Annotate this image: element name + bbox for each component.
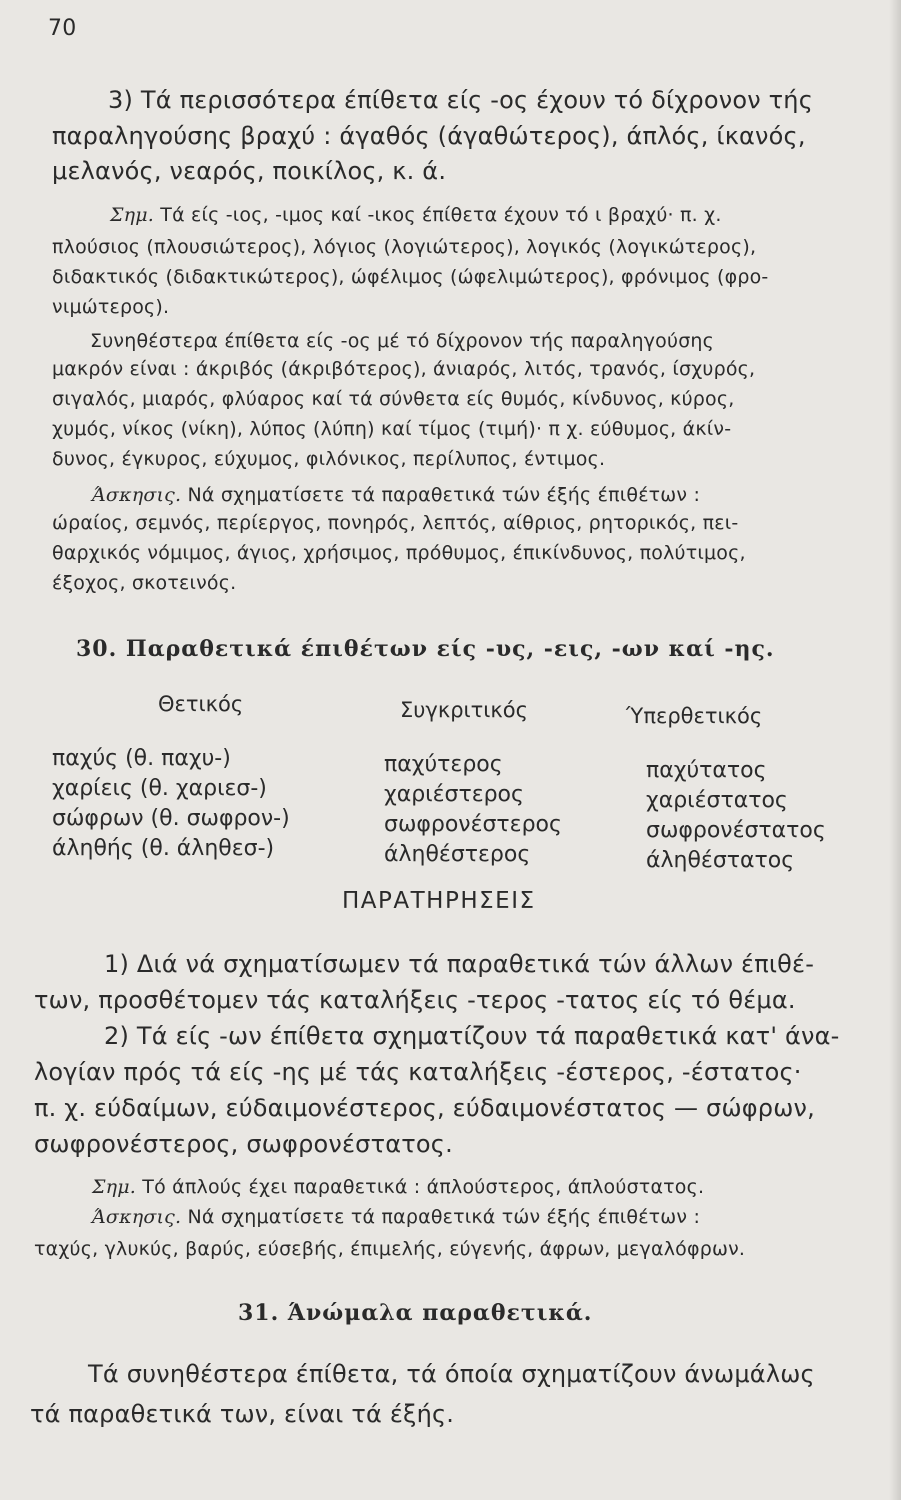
page-number: 70 <box>48 16 77 41</box>
exercise1-text-1: Νά σχηματίσετε τά παραθετικά τών έξής έπιθέτων : <box>187 484 701 506</box>
remarks-line-5: π. χ. εύδαίμων, εύδαιμονέστερος, εύδαιμονέστατος — σώφρων, <box>34 1094 815 1122</box>
note2-line-1: Συνηθέστερα έπίθετα είς -ος μέ τό δίχρονον τής παραληγούσης <box>90 330 715 352</box>
page-edge-shadow <box>889 0 901 1500</box>
exercise2-label: Άσκησις. <box>92 1206 182 1228</box>
table-cell: άληθέστερος <box>384 842 531 867</box>
note1-line-3: διδακτικός (διδακτικώτερος), ώφέλιμος (ώφελιμώτερος), φρόνιμος (φρο- <box>52 266 769 288</box>
table-cell: σωφρονέστατος <box>646 818 826 843</box>
exercise2-line-1 <box>92 1206 700 1228</box>
note2-line-3: σιγαλός, μιαρός, φλύαρος καί τά σύνθετα είς θυμός, κίνδυνος, κύρος, <box>52 388 735 410</box>
remarks-heading: ΠΑΡΑΤΗΡΗΣΕΙΣ <box>342 888 536 914</box>
note2-line-4: χυμός, νίκος (νίκη), λύπος (λύπη) καί τίμος (τιμή)· π χ. εύθυμος, άκίν- <box>52 418 732 440</box>
exercise2-text-1: Νά σχηματίσετε τά παραθετικά τών έξής έπιθέτων : <box>187 1206 701 1228</box>
note3-line <box>92 1176 704 1198</box>
para3-line-1: 3) Τά περισσότερα έπίθετα είς -ος έχουν τό δίχρονον τής <box>108 86 813 114</box>
note2-line-2: μακρόν είναι : άκριβός (άκριβότερος), άνιαρός, λιτός, τρανός, ίσχυρός, <box>52 358 756 380</box>
table-cell: σώφρων (θ. σωφρον-) <box>52 806 290 831</box>
table-cell: χαριέστατος <box>646 788 788 813</box>
table-column-comparative <box>384 698 614 872</box>
table-cell: παχύτατος <box>646 758 767 783</box>
table-cell: παχύτερος <box>384 752 503 777</box>
table-header-positive: Θετικός <box>158 692 244 716</box>
note1-line-4: νιμώτερος). <box>52 296 170 318</box>
table-cell: χαριέστερος <box>384 782 524 807</box>
table-header-comparative: Συγκριτικός <box>400 698 528 722</box>
table-column-superlative <box>626 704 876 878</box>
exercise2-line-2: ταχύς, γλυκύς, βαρύς, εύσεβής, έπιμελής, εύγενής, άφρων, μεγαλόφρων. <box>34 1238 746 1260</box>
note2-line-5: δυνος, έγκυρος, εύχυμος, φιλόνικος, περίλυπος, έντιμος. <box>52 448 606 470</box>
para3-line-2: παραληγούσης βραχύ : άγαθός (άγαθώτερος), άπλός, ίκανός, <box>52 122 806 150</box>
table-cell: παχύς (θ. παχυ-) <box>52 746 231 771</box>
exercise1-line-1 <box>92 484 700 506</box>
note3-text: Τό άπλούς έχει παραθετικά : άπλούστερος, άπλούστατος. <box>142 1176 705 1198</box>
table-cell: χαρίεις (θ. χαριεσ-) <box>52 776 267 801</box>
remarks-line-2: των, προσθέτομεν τάς καταλήξεις -τερος -τατος είς τό θέμα. <box>34 986 796 1014</box>
note1-line-2: πλούσιος (πλουσιώτερος), λόγιος (λογιώτερος), λογικός (λογικώτερος), <box>52 236 757 258</box>
table-header-superlative: Ύπερθετικός <box>626 704 763 728</box>
note1-label: Σημ. <box>110 204 155 226</box>
remarks-line-6: σωφρονέστερος, σωφρονέστατος. <box>34 1130 453 1158</box>
note1-text-1: Τά είς -ιος, -ιμος καί -ικος έπίθετα έχουν τό ι βραχύ· π. χ. <box>160 204 722 226</box>
table-column-positive <box>52 692 352 866</box>
remarks-line-3: 2) Τά είς -ων έπίθετα σχηματίζουν τά παραθετικά κατ' άνα- <box>104 1022 840 1050</box>
note3-label: Σημ. <box>92 1176 137 1198</box>
remarks-line-4: λογίαν πρός τά είς -ης μέ τάς καταλήξεις -έστερος, -έστατος· <box>34 1058 802 1086</box>
section-31-heading: 31. Άνώμαλα παραθετικά. <box>238 1300 593 1326</box>
exercise1-line-2: ώραίος, σεμνός, περίεργος, πονηρός, λεπτός, αίθριος, ρητορικός, πει- <box>52 512 739 534</box>
remarks-line-1: 1) Διά νά σχηματίσωμεν τά παραθετικά τών άλλων έπιθέ- <box>104 950 815 978</box>
section-30-heading: 30. Παραθετικά έπιθέτων είς -υς, -εις, -ων καί -ης. <box>76 636 775 662</box>
table-cell: άληθής (θ. άληθεσ-) <box>52 836 275 861</box>
exercise1-line-4: έξοχος, σκοτεινός. <box>52 572 237 594</box>
para3-line-3: μελανός, νεαρός, ποικίλος, κ. ά. <box>52 157 447 185</box>
final-line-1: Τά συνηθέστερα έπίθετα, τά όποία σχηματίζουν άνωμάλως <box>88 1360 815 1388</box>
exercise1-label: Άσκησις. <box>92 484 182 506</box>
note1-line-1 <box>110 204 722 226</box>
table-cell: σωφρονέστερος <box>384 812 562 837</box>
final-line-2: τά παραθετικά των, είναι τά έξής. <box>30 1400 455 1428</box>
table-cell: άληθέστατος <box>646 848 795 873</box>
exercise1-line-3: θαρχικός νόμιμος, άγιος, χρήσιμος, πρόθυμος, έπικίνδυνος, πολύτιμος, <box>52 542 746 564</box>
